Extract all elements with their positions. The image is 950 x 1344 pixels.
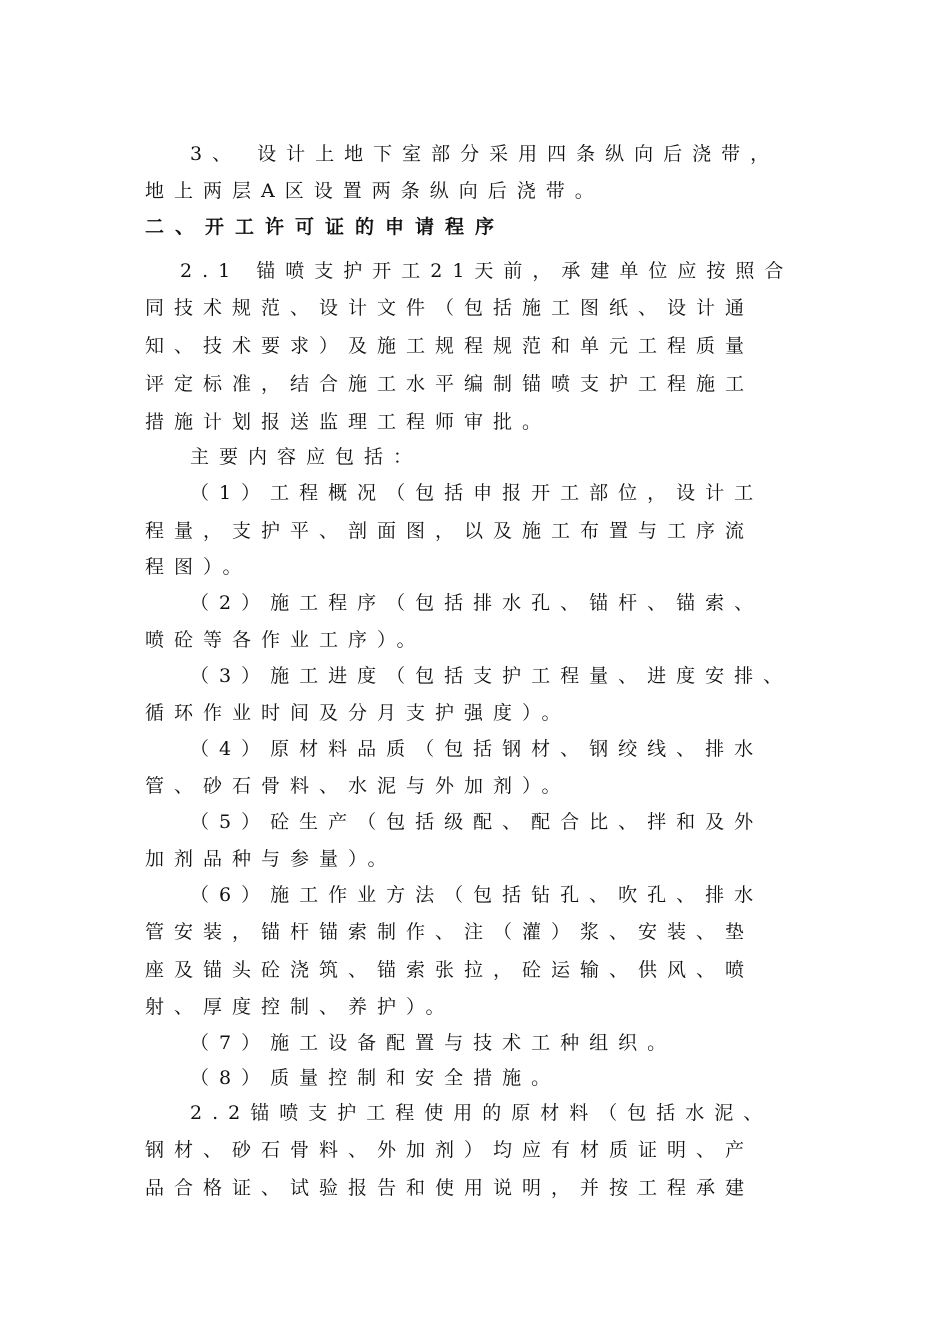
list-item: （6）施工作业方法（包括钻孔、吹孔、排水 [190,884,764,906]
section-heading: 二、开工许可证的申请程序 [145,216,506,238]
text-line: 管、砂石骨料、水泥与外加剂）。 [145,775,571,797]
text-line: 程图）。 [145,556,252,578]
text-line: 加剂品种与参量）。 [145,848,397,870]
text-line: 2.2锚喷支护工程使用的原材料（包括水泥、 [190,1102,773,1124]
text-line: 喷砼等各作业工序）。 [145,629,426,651]
text-line: 知、技术要求）及施工规程规范和单元工程质量 [145,335,755,357]
text-line: 地上两层A区设置两条纵向后浇带。 [145,180,604,202]
list-item: （4）原材料品质（包括钢材、钢绞线、排水 [190,738,764,760]
list-item: （3）施工进度（包括支护工程量、进度安排、 [190,665,793,687]
text-line: 座及锚头砼浇筑、锚索张拉，砼运输、供风、喷 [145,959,755,981]
text-line: 同技术规范、设计文件（包括施工图纸、设计通 [145,297,755,319]
list-item: （5）砼生产（包括级配、配合比、拌和及外 [190,811,764,833]
text-line: 主要内容应包括： [190,446,423,468]
text-line: 射、厚度控制、养护）。 [145,996,455,1018]
list-item: （7）施工设备配置与技术工种组织。 [190,1032,677,1054]
list-item: （2）施工程序（包括排水孔、锚杆、锚索、 [190,592,764,614]
text-line: 2.1 锚喷支护开工21天前，承建单位应按照合 [180,260,794,282]
list-item: （8）质量控制和安全措施。 [190,1067,561,1089]
text-line: 措施计划报送监理工程师审批。 [145,411,552,433]
text-line: 钢材、砂石骨料、外加剂）均应有材质证明、产 [145,1139,755,1161]
text-line: 3、 设计上地下室部分采用四条纵向后浇带， [190,143,780,165]
text-line: 循环作业时间及分月支护强度）。 [145,702,571,724]
text-line: 评定标准，结合施工水平编制锚喷支护工程施工 [145,373,755,395]
list-item: （1）工程概况（包括申报开工部位，设计工 [190,482,764,504]
text-line: 程量，支护平、剖面图，以及施工布置与工序流 [145,520,755,542]
text-line: 管安装，锚杆锚索制作、注（灌）浆、安装、垫 [145,921,755,943]
text-line: 品合格证、试验报告和使用说明，并按工程承建 [145,1177,755,1199]
